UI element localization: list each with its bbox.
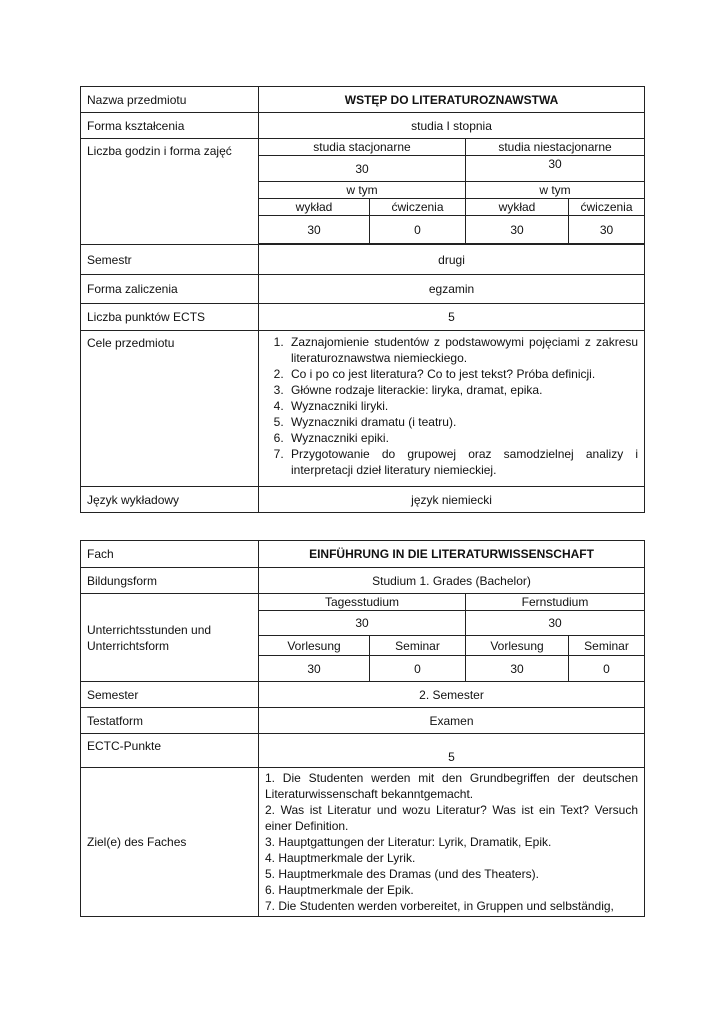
ects-value: 5 [259, 304, 645, 331]
form-value: studia I stopnia [259, 113, 645, 139]
ziele-list [259, 768, 645, 917]
ft-seminar-header: Seminar [370, 636, 466, 656]
pt-vorlesung-header: Vorlesung [466, 636, 569, 656]
full-time-total: 30 [259, 156, 466, 182]
semester-label: Semestr [81, 245, 259, 275]
language-label: Język wykładowy [81, 487, 259, 513]
pt-lecture-header: wykład [466, 199, 569, 216]
bildungsform-label: Bildungsform [81, 568, 259, 594]
language-value: język niemiecki [259, 487, 645, 513]
ziel-item: 1. Die Studenten werden mit den Grundbegriffen der deutschen Literaturwissenschaft bekanntgemacht. [265, 771, 639, 801]
ft-lecture-value: 30 [259, 216, 370, 244]
ectc-value: 5 [259, 734, 645, 768]
testatform-label: Testatform [81, 708, 259, 734]
goal-item: 1. Zaznajomienie studentów z podstawowymi pojęciami z zakresu literaturoznawstwa niemieckiego. [287, 334, 638, 366]
part-time-total: 30 [466, 156, 645, 182]
goal-item: 3. Główne rodzaje literackie: liryka, dramat, epika. [287, 382, 638, 398]
goal-item: 7. Przygotowanie do grupowej oraz samodzielnej analizy i interpretacji dzieł literatury niemieckiej. [287, 446, 638, 478]
form-label: Forma kształcenia [81, 113, 259, 139]
ziel-item: 5. Hauptmerkmale des Dramas (und des Theaters). [265, 867, 539, 881]
part-time-header: studia niestacjonarne [466, 139, 645, 156]
ziel-item: 6. Hauptmerkmale der Epik. [265, 883, 414, 897]
ft-vorlesung-value: 30 [259, 656, 370, 682]
tagesstudium-header: Tagesstudium [259, 594, 466, 611]
ft-vorlesung-header: Vorlesung [259, 636, 370, 656]
subject-value: WSTĘP DO LITERATUROZNAWSTWA [259, 87, 645, 113]
pt-seminar-value: 0 [569, 656, 645, 682]
full-time-of-which: w tym [259, 182, 466, 199]
ft-exercises-value: 0 [370, 216, 466, 244]
fach-label: Fach [81, 541, 259, 568]
ziel-item: 7. Die Studenten werden vorbereitet, in Gruppen und selbständig, [265, 899, 614, 913]
semester-label: Semester [81, 682, 259, 708]
bildungsform-value: Studium 1. Grades (Bachelor) [259, 568, 645, 594]
fach-value: EINFÜHRUNG IN DIE LITERATURWISSENSCHAFT [259, 541, 645, 568]
fernstudium-header: Fernstudium [466, 594, 645, 611]
ft-lecture-header: wykład [259, 199, 370, 216]
german-course-table [80, 540, 645, 917]
part-time-of-which: w tym [466, 182, 645, 199]
pt-seminar-header: Seminar [569, 636, 645, 656]
ziel-item: 3. Hauptgattungen der Literatur: Lyrik, Dramatik, Epik. [265, 835, 552, 849]
semester-value: 2. Semester [259, 682, 645, 708]
semester-value: drugi [259, 245, 645, 275]
polish-course-table [80, 86, 645, 513]
goals-list [265, 334, 638, 478]
pt-vorlesung-value: 30 [466, 656, 569, 682]
goal-item: 6. Wyznaczniki epiki. [287, 430, 638, 446]
ft-exercises-header: ćwiczenia [370, 199, 466, 216]
credit-value: egzamin [259, 275, 645, 304]
ectc-label: ECTC-Punkte [81, 734, 259, 768]
full-time-header: studia stacjonarne [259, 139, 466, 156]
ziel-item: 2. Was ist Literatur und wozu Literatur? Was ist ein Text? Versuch einer Definition. [265, 803, 639, 833]
goal-item: 5. Wyznaczniki dramatu (i teatru). [287, 414, 638, 430]
pt-lecture-value: 30 [466, 216, 569, 244]
goals-label: Cele przedmiotu [81, 331, 259, 487]
hours-label: Liczba godzin i forma zajęć [81, 139, 259, 245]
pt-exercises-header: ćwiczenia [569, 199, 645, 216]
ects-label: Liczba punktów ECTS [81, 304, 259, 331]
pt-exercises-value: 30 [569, 216, 645, 244]
ziel-item: 4. Hauptmerkmale der Lyrik. [265, 851, 416, 865]
subject-label: Nazwa przedmiotu [81, 87, 259, 113]
tagesstudium-total: 30 [259, 611, 466, 636]
credit-label: Forma zaliczenia [81, 275, 259, 304]
goal-item: 2. Co i po co jest literatura? Co to jest tekst? Próba definicji. [287, 366, 638, 382]
testatform-value: Examen [259, 708, 645, 734]
goal-item: 4. Wyznaczniki liryki. [287, 398, 638, 414]
unterricht-label: Unterrichtsstunden und Unterrichtsform [81, 594, 259, 682]
ft-seminar-value: 0 [370, 656, 466, 682]
ziele-label: Ziel(e) des Faches [81, 768, 259, 917]
fernstudium-total: 30 [466, 611, 645, 636]
